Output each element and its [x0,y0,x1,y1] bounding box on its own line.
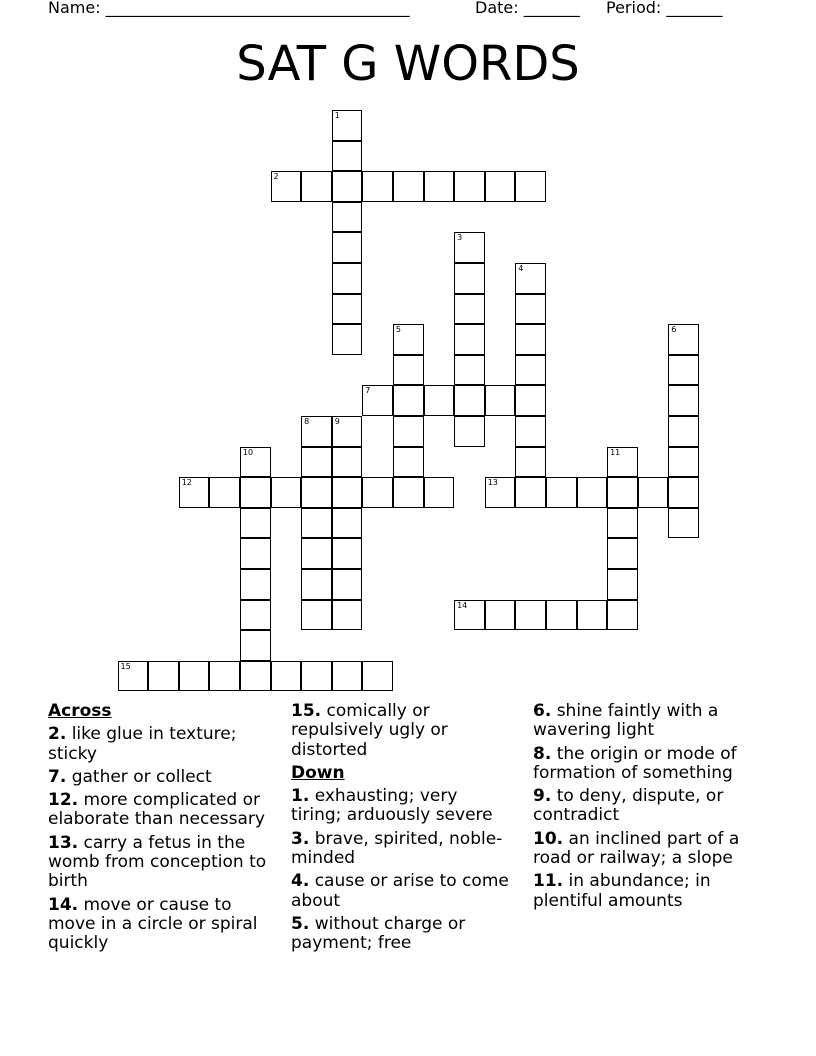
grid-cell[interactable] [332,294,363,325]
grid-cell[interactable] [240,569,271,600]
grid-cell[interactable] [362,171,393,202]
clue-number: 15 [120,661,131,671]
grid-cell[interactable] [271,661,302,692]
grid-cell[interactable] [515,385,546,416]
grid-cell[interactable] [454,171,485,202]
grid-cell[interactable] [271,477,302,508]
grid-cell[interactable] [515,477,546,508]
grid-cell[interactable] [454,600,485,631]
grid-cell[interactable] [301,600,332,631]
grid-cell[interactable] [393,171,424,202]
grid-cell[interactable] [393,324,424,355]
grid-cell[interactable] [332,202,363,233]
page-title: SAT G WORDS [236,36,580,92]
grid-cell[interactable] [240,630,271,661]
clue-across-14: 14. move or cause to move in a circle or spiral quickly [48,894,258,954]
grid-cell[interactable] [332,600,363,631]
grid-cell[interactable] [485,600,516,631]
grid-cell[interactable] [301,171,332,202]
grid-cell[interactable] [454,263,485,294]
grid-cell[interactable] [240,447,271,478]
grid-cell[interactable] [607,477,638,508]
grid-cell[interactable] [454,232,485,263]
clue-number: 14 [457,600,468,610]
grid-cell[interactable] [362,477,393,508]
grid-cell[interactable] [668,447,699,478]
across-heading: Across [48,701,112,721]
clue-number: 9 [334,417,340,426]
grid-cell[interactable] [301,508,332,539]
clue-across-2: 2. like glue in texture; sticky [48,724,237,764]
grid-cell[interactable] [240,508,271,539]
grid-cell[interactable] [332,171,363,202]
grid-cell[interactable] [515,447,546,478]
grid-cell[interactable] [668,385,699,416]
grid-cell[interactable] [209,477,240,508]
grid-cell[interactable] [332,569,363,600]
grid-cell[interactable] [485,385,516,416]
grid-cell[interactable] [301,569,332,600]
grid-cell[interactable] [332,538,363,569]
grid-cell[interactable] [485,171,516,202]
grid-cell[interactable] [393,477,424,508]
grid-cell[interactable] [301,477,332,508]
grid-cell[interactable] [454,355,485,386]
grid-cell[interactable] [607,600,638,631]
clue-number: 6 [671,325,677,335]
grid-cell[interactable] [240,538,271,569]
grid-cell[interactable] [240,600,271,631]
grid-cell[interactable] [424,385,455,416]
grid-cell[interactable] [332,477,363,508]
grid-cell[interactable] [301,538,332,569]
grid-cell[interactable] [393,355,424,386]
grid-cell[interactable] [179,477,210,508]
clue-number: 11 [610,447,621,457]
clue-down-6: 6. shine faintly with a wavering light [533,701,719,741]
grid-cell[interactable] [332,141,363,172]
grid-cell[interactable] [577,477,608,508]
grid-cell[interactable] [454,385,485,416]
grid-cell[interactable] [301,447,332,478]
grid-cell[interactable] [332,110,363,141]
grid-cell[interactable] [668,324,699,355]
clue-number: 8 [304,417,310,426]
clue-number: 2 [273,172,279,182]
clue-number: 7 [365,386,371,396]
grid-cell[interactable] [393,416,424,447]
grid-cell[interactable] [668,416,699,447]
grid-cell[interactable] [668,477,699,508]
clue-number: 5 [395,325,401,335]
grid-cell[interactable] [393,447,424,478]
grid-cell[interactable] [515,263,546,294]
clue-number: 13 [487,478,498,488]
grid-cell[interactable] [515,416,546,447]
grid-cell[interactable] [332,263,363,294]
clue-across-13: 13. carry a fetus in the womb from conception to birth [48,832,267,892]
grid-cell[interactable] [332,508,363,539]
clue-down-5: 5. without charge or payment; free [291,913,466,954]
grid-cell[interactable] [607,508,638,539]
grid-cell[interactable] [118,661,149,692]
grid-cell[interactable] [515,171,546,202]
grid-cell[interactable] [577,600,608,631]
grid-cell[interactable] [362,661,393,692]
clue-number: 3 [457,233,463,243]
clue-number: 10 [242,447,254,457]
grid-cell[interactable] [485,477,516,508]
grid-cell[interactable] [332,447,363,478]
grid-cell[interactable] [332,416,363,447]
grid-cell[interactable] [607,538,638,569]
grid-cell[interactable] [607,569,638,600]
clues-column-2 [291,702,513,954]
grid-cell[interactable] [332,232,363,263]
clue-down-4: 4. cause or arise to come about [291,871,509,911]
date-field-label: Date: _______ [475,0,580,17]
clues-column-1 [48,702,284,954]
grid-cell[interactable] [179,661,210,692]
grid-cell[interactable] [209,661,240,692]
grid-cell[interactable] [148,661,179,692]
grid-cell[interactable] [515,355,546,386]
period-field-label: Period: _______ [606,0,723,17]
grid-cell[interactable] [301,661,332,692]
grid-cell[interactable] [301,416,332,447]
grid-cell[interactable] [454,324,485,355]
grid-cell[interactable] [393,385,424,416]
grid-cell[interactable] [332,661,363,692]
clue-number: 12 [181,478,192,488]
grid-cell[interactable] [332,324,363,355]
grid-cell[interactable] [240,661,271,692]
clue-across-12: 12. more complicated or elaborate than necessary [48,790,265,830]
grid-cell[interactable] [668,508,699,539]
grid-cell[interactable] [515,324,546,355]
clue-across-7: 7. gather or collect [48,766,212,787]
clue-down-8: 8. the origin or mode of formation of something [533,743,737,783]
clue-down-3: 3. brave, spirited, noble-minded [291,828,503,869]
down-heading: Down [291,762,345,783]
grid-cell[interactable] [515,600,546,631]
grid-cell[interactable] [668,355,699,386]
grid-cell[interactable] [454,294,485,325]
grid-cell[interactable] [515,294,546,325]
grid-cell[interactable] [424,171,455,202]
grid-cell[interactable] [454,416,485,447]
name-field-label: Name: ______________________________________ [48,0,410,17]
clue-down-9: 9. to deny, dispute, or contradict [533,786,724,826]
grid-cell[interactable] [546,477,577,508]
grid-cell[interactable] [607,447,638,478]
clue-down-11: 11. in abundance; in plentiful amounts [533,871,711,911]
grid-cell[interactable] [424,477,455,508]
grid-cell[interactable] [271,171,302,202]
grid-cell[interactable] [240,477,271,508]
clue-number: 1 [334,111,340,120]
grid-cell[interactable] [362,385,393,416]
grid-cell[interactable] [638,477,669,508]
clue-across-15: 15. comically or repulsively ugly or distorted [291,701,448,760]
clue-number: 4 [518,264,524,273]
clues-column-3 [533,702,773,911]
grid-cell[interactable] [546,600,577,631]
clue-down-1: 1. exhausting; very tiring; arduously severe [291,786,493,826]
clue-down-10: 10. an inclined part of a road or railway; a slope [533,828,740,869]
